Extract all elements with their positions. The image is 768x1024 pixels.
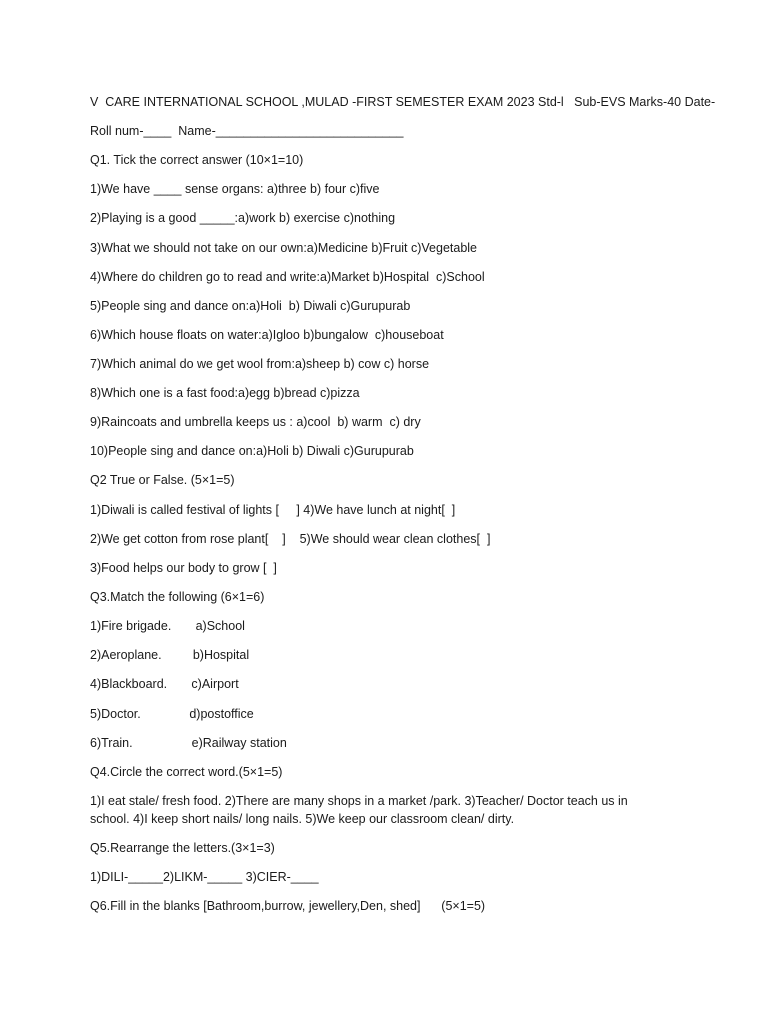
q4-title: Q4.Circle the correct word.(5×1=5) <box>90 765 283 779</box>
q3-item: 1)Fire brigade. a)School <box>90 619 245 633</box>
q1-item: 1)We have ____ sense organs: a)three b) four c)five <box>90 182 380 196</box>
q1-item: 5)People sing and dance on:a)Holi b) Diwali c)Gurupurab <box>90 299 411 313</box>
q1-title: Q1. Tick the correct answer (10×1=10) <box>90 153 304 167</box>
q1-item: 7)Which animal do we get wool from:a)sheep b) cow c) horse <box>90 357 430 371</box>
q6-title: Q6.Fill in the blanks [Bathroom,burrow, jewellery,Den, shed] (5×1=5) <box>90 899 486 913</box>
q3-item: 5)Doctor. d)postoffice <box>90 707 254 721</box>
q1-item: 9)Raincoats and umbrella keeps us : a)cool b) warm c) dry <box>90 415 421 429</box>
q5-item: 1)DILI-_____2)LIKM-_____ 3)CIER-____ <box>90 870 319 884</box>
q3-title: Q3.Match the following (6×1=6) <box>90 590 265 604</box>
q1-item: 8)Which one is a fast food:a)egg b)bread c)pizza <box>90 386 360 400</box>
q3-item: 6)Train. e)Railway station <box>90 736 287 750</box>
q1-item: 6)Which house floats on water:a)Igloo b)bungalow c)houseboat <box>90 328 444 342</box>
q5-title: Q5.Rearrange the letters.(3×1=3) <box>90 841 275 855</box>
q4-body: 1)I eat stale/ fresh food. 2)There are many shops in a market /park. 3)Teacher/ Doctor teach us in school. 4)I keep short nails/ long nails. 5)We keep our classroom clean/ dirty. <box>90 794 628 826</box>
q2-item: 1)Diwali is called festival of lights [ ] 4)We have lunch at night[ ] <box>90 503 456 517</box>
q1-item: 2)Playing is a good _____:a)work b) exercise c)nothing <box>90 211 396 225</box>
roll-name-line: Roll num-____ Name-___________________________ <box>90 124 404 138</box>
q3-item: 2)Aeroplane. b)Hospital <box>90 648 250 662</box>
q2-item: 3)Food helps our body to grow [ ] <box>90 561 277 575</box>
q1-item: 4)Where do children go to read and write:a)Market b)Hospital c)School <box>90 270 485 284</box>
q2-title: Q2 True or False. (5×1=5) <box>90 473 235 487</box>
q2-item: 2)We get cotton from rose plant[ ] 5)We should wear clean clothes[ ] <box>90 532 491 546</box>
q3-item: 4)Blackboard. c)Airport <box>90 677 239 691</box>
q1-item: 3)What we should not take on our own:a)Medicine b)Fruit c)Vegetable <box>90 241 478 255</box>
q1-item: 10)People sing and dance on:a)Holi b) Diwali c)Gurupurab <box>90 444 414 458</box>
exam-header: V CARE INTERNATIONAL SCHOOL ,MULAD -FIRST SEMESTER EXAM 2023 Std-l Sub-EVS Marks-40 Date- <box>90 95 716 109</box>
